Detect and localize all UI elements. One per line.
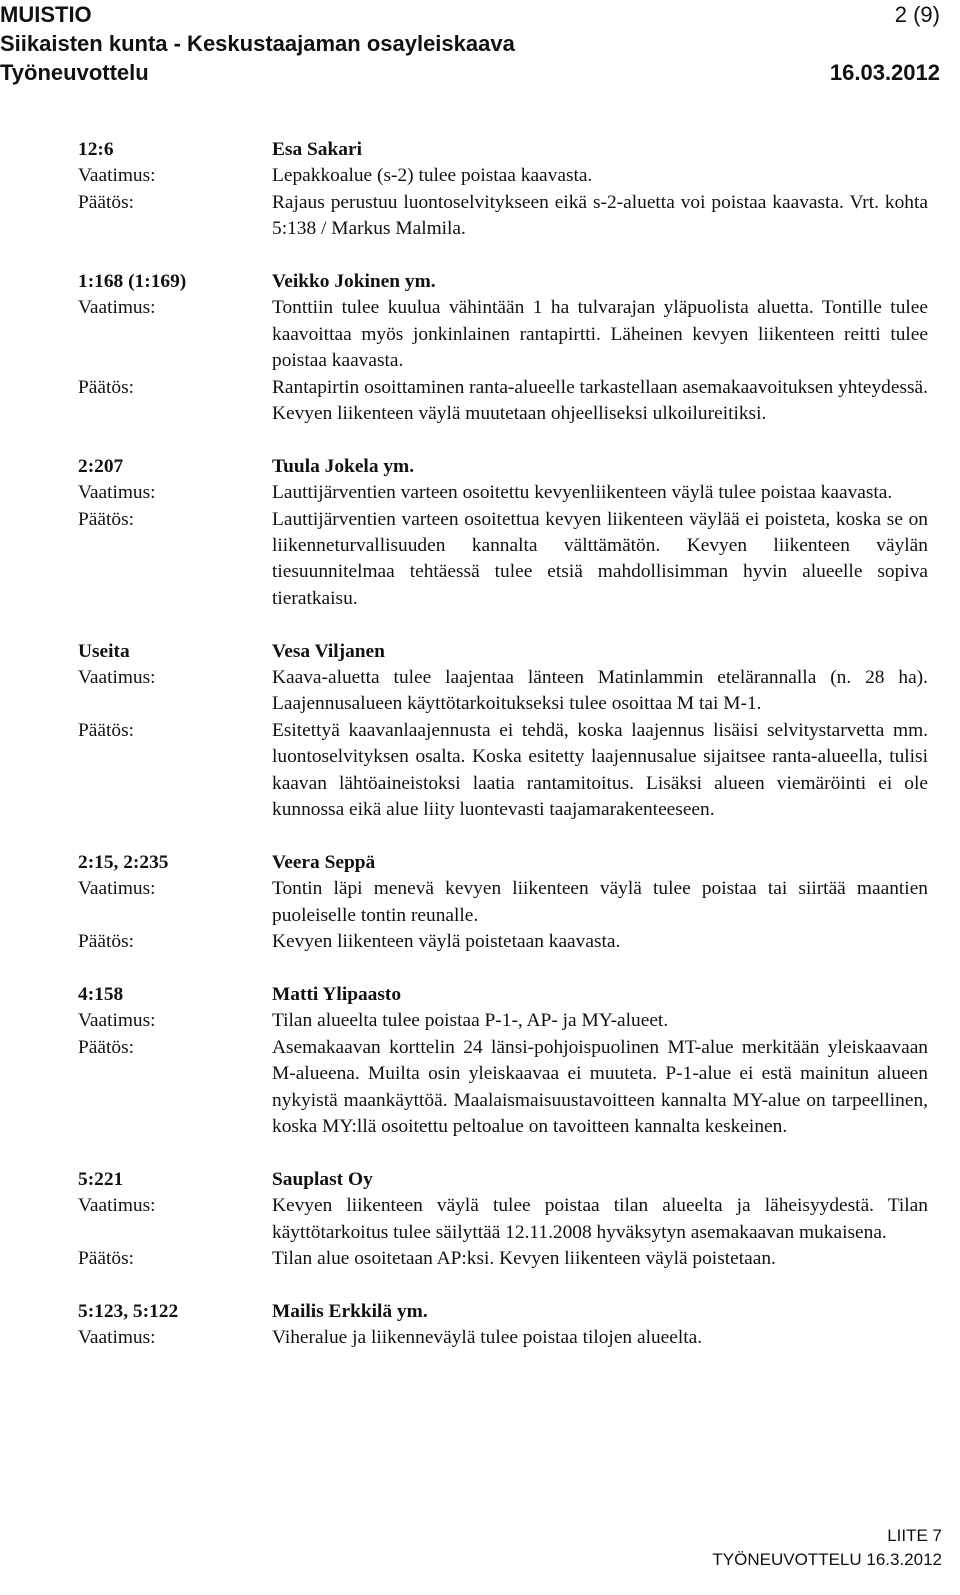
memo-entry: [78, 269, 928, 427]
header-row-2: [0, 29, 940, 58]
document-footer: [712, 1524, 942, 1572]
entry-id: 2:207: [78, 455, 124, 477]
entry-name: Tuula Jokela ym.: [272, 455, 415, 477]
memo-entry: [78, 850, 928, 956]
row-label: Päätös:: [78, 191, 135, 213]
memo-body: [78, 137, 928, 1378]
row-label: Päätös:: [78, 1247, 135, 1269]
row-label: Päätös:: [78, 1036, 135, 1058]
entry-id: 12:6: [78, 139, 114, 160]
row-text: Tilan alueelta tulee poistaa P-1-, AP- ja MY-alueet.: [272, 1010, 669, 1032]
meeting-reference: TYÖNEUVOTTELU 16.3.2012: [712, 1550, 942, 1569]
row-text: Kaava-aluetta tulee laajentaa länteen Matinlammin etelärannalla (n. 28 ha). Laajennusalueen käyttötarkoitukseksi tulee osoittaa M tai M-1.: [272, 667, 928, 715]
row-text: Viheralue ja liikenneväylä tulee poistaa tilojen alueelta.: [272, 1327, 703, 1349]
document-header: [0, 0, 940, 87]
row-label: Päätös:: [78, 719, 135, 741]
entry-id: 4:158: [78, 983, 124, 1005]
row-text: Lepakkoalue (s-2) tulee poistaa kaavasta.: [272, 165, 593, 187]
entry-id: Useita: [78, 640, 130, 662]
row-text: Lauttijärventien varteen osoitettu kevyenliikenteen väylä tulee poistaa kaavasta.: [272, 482, 893, 504]
entry-name: Veikko Jokinen ym.: [272, 271, 436, 293]
row-label: Vaatimus:: [78, 1327, 156, 1349]
row-text: Esitettyä kaavanlaajennusta ei tehdä, koska laajennus lisäisi selvitystarvetta mm. luontoselvityksen osalta. Koska esitetty laajennusalue sijaitsee ranta-alueella, tulisi kaavan lähtöaineistoksi laatia rantamitoitus. Lisäksi alueen viemäröinti ei ole kunnossa eikä alue liity luontevasti taajamarakenteeseen.: [272, 719, 928, 821]
row-text: Kevyen liikenteen väylä poistetaan kaavasta.: [272, 931, 621, 953]
row-label: Vaatimus:: [78, 1010, 156, 1032]
entry-name: Mailis Erkkilä ym.: [272, 1300, 428, 1322]
row-text: Tontin läpi menevä kevyen liikenteen väylä tulee poistaa tai siirtää maantien puoleiselle tontin reunalle.: [272, 878, 928, 926]
meeting-title: Työneuvottelu: [0, 60, 149, 85]
row-text: Kevyen liikenteen väylä tulee poistaa tilan alueelta ja läheisyydestä. Tilan käyttötarkoitus tulee säilyttää 12.11.2008 hyväksytyn asemakaavan mukaisena.: [272, 1195, 928, 1243]
header-row-3: [0, 58, 940, 87]
row-label: Vaatimus:: [78, 878, 156, 900]
memo-entry: [78, 1299, 928, 1352]
row-text: Tilan alue osoitetaan AP:ksi. Kevyen liikenteen väylä poistetaan.: [272, 1247, 776, 1269]
entry-name: Veera Seppä: [272, 851, 376, 873]
entry-id: 5:221: [78, 1168, 124, 1190]
entry-id: 1:168 (1:169): [78, 271, 187, 293]
row-label: Vaatimus:: [78, 165, 156, 187]
entry-id: 5:123, 5:122: [78, 1300, 179, 1322]
memo-entry: [78, 454, 928, 612]
entry-name: Esa Sakari: [272, 139, 362, 160]
entry-name: Sauplast Oy: [272, 1168, 373, 1190]
page-number: 2 (9): [894, 2, 940, 27]
memo-entry: [78, 137, 928, 243]
doc-type: MUISTIO: [0, 2, 92, 27]
attachment-label: LIITE 7: [887, 1526, 942, 1545]
row-label: Päätös:: [78, 931, 135, 953]
header-row-1: [0, 0, 940, 29]
row-label: Vaatimus:: [78, 667, 156, 689]
row-text: Tonttiin tulee kuulua vähintään 1 ha tulvarajan yläpuolista aluetta. Tontille tulee kaavoittaa myös jonkinlainen rantapirtti. Läheinen kevyen liikenteen reitti tulee poistaa kaavasta.: [272, 297, 928, 372]
row-text: Lauttijärventien varteen osoitettua kevyen liikenteen väylää ei poisteta, koska se on liikenneturvallisuuden kannalta välttämätön. Kevyen liikenteen väylän tiesuunnitelmaa tehtäessä tulee etsiä mahdollisimman hyvin alueelle sopiva tieratkaisu.: [272, 508, 928, 609]
entry-id: 2:15, 2:235: [78, 851, 169, 873]
row-label: Päätös:: [78, 508, 135, 530]
row-label: Vaatimus:: [78, 482, 156, 504]
project-title: Siikaisten kunta - Keskustaajaman osayleiskaava: [0, 31, 515, 56]
memo-entry: [78, 982, 928, 1140]
meeting-date: 16.03.2012: [829, 60, 940, 85]
row-text: Rajaus perustuu luontoselvitykseen eikä s-2-aluetta voi poistaa kaavasta. Vrt. kohta 5:138 / Markus Malmila.: [272, 191, 928, 240]
entry-name: Vesa Viljanen: [272, 640, 385, 662]
row-label: Vaatimus:: [78, 1195, 156, 1217]
memo-entry: [78, 639, 928, 824]
row-label: Päätös:: [78, 376, 135, 398]
row-label: Vaatimus:: [78, 297, 156, 319]
row-text: Asemakaavan korttelin 24 länsi-pohjoispuolinen MT-alue merkitään yleiskaavaan M-alueena. Muilta osin yleiskaavaa ei muuteta. P-1-alue ei estä mainitun alueen nykyistä maankäyttöä. Maalaismaisuustavoitteen kannalta MY-alue on tarpeellinen, koska MY:llä osoitettu peltoalue on tavoitteen kannalta keskeinen.: [272, 1036, 928, 1137]
row-text: Rantapirtin osoittaminen ranta-alueelle tarkastellaan asemakaavoituksen yhteydessä. Kevyen liikenteen väylä muutetaan ohjeelliseksi ulkoilureitiksi.: [272, 376, 928, 425]
entry-name: Matti Ylipaasto: [272, 983, 402, 1005]
memo-entry: [78, 1167, 928, 1273]
